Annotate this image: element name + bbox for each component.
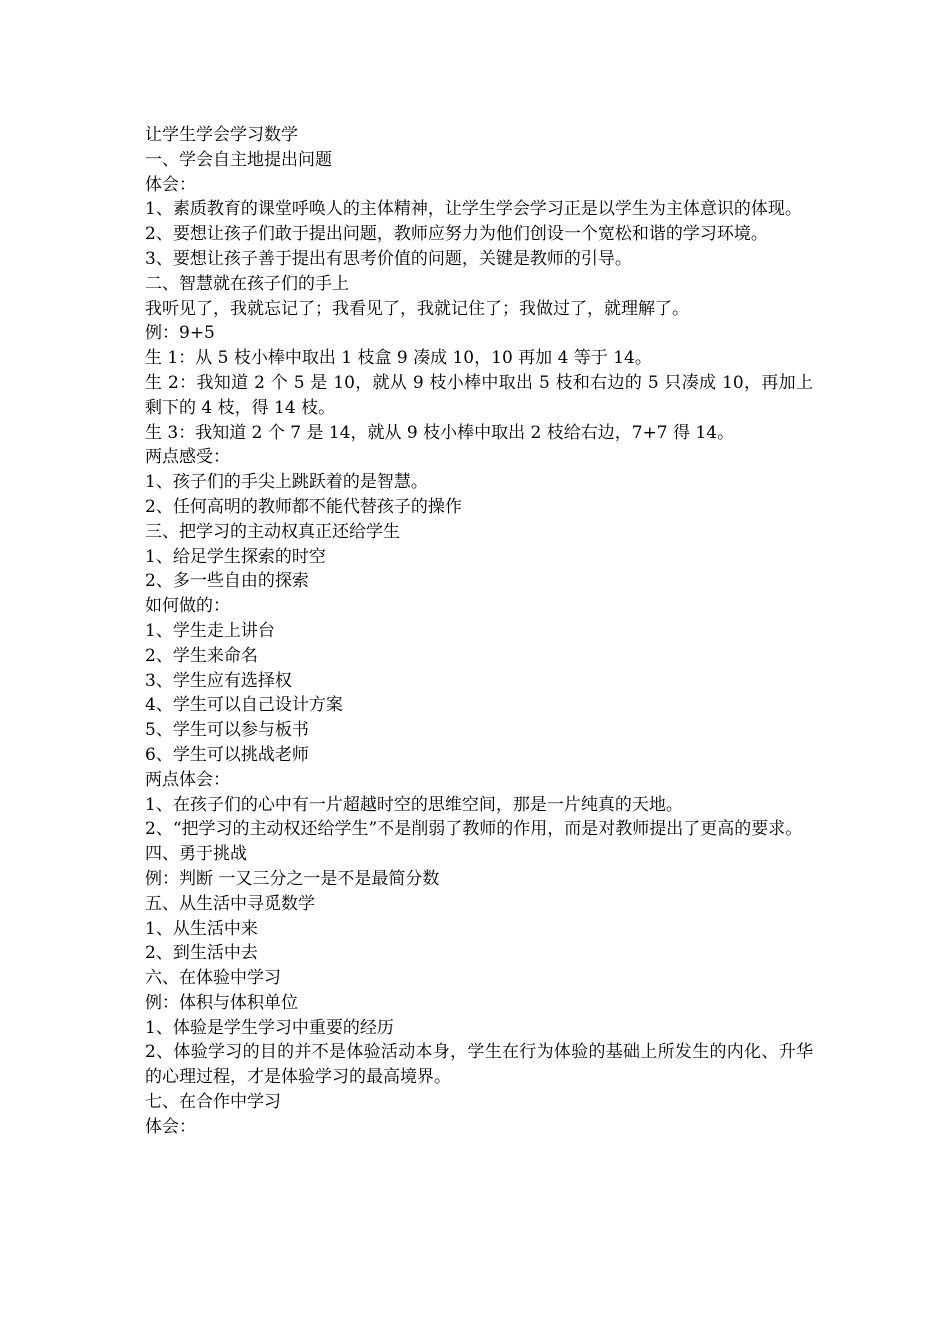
text-line: 2、到生活中去 <box>145 943 258 964</box>
text-line: 3、要想让孩子善于提出有思考价值的问题，关键是教师的引导。 <box>145 248 632 269</box>
text-line: 2、多一些自由的探索 <box>145 571 309 592</box>
document-body <box>145 123 813 1140</box>
text-line: 1、素质教育的课堂呼唤人的主体精神，让学生学会学习正是以学生为主体意识的体现。 <box>145 199 802 220</box>
text-line: 1、从生活中来 <box>145 918 258 939</box>
text-line: 例：9+5 <box>145 323 215 344</box>
section-heading-2: 二、智慧就在孩子们的手上 <box>145 273 349 294</box>
text-line: 两点感受： <box>145 447 230 468</box>
text-line: 两点体会： <box>145 769 230 790</box>
text-line: 2、学生来命名 <box>145 645 258 666</box>
text-line: 3、学生应有选择权 <box>145 670 292 691</box>
section-heading-3: 三、把学习的主动权真正还给学生 <box>145 521 400 542</box>
section-heading-7: 七、在合作中学习 <box>145 1092 281 1113</box>
text-line: 如何做的： <box>145 596 230 617</box>
text-line: 1、孩子们的手尖上跳跃着的是智慧。 <box>145 472 428 493</box>
section-heading-1: 一、学会自主地提出问题 <box>145 149 332 170</box>
text-line: 1、在孩子们的心中有一片超越时空的思维空间，那是一片纯真的天地。 <box>145 794 683 815</box>
text-line: 我听见了，我就忘记了；我看见了，我就记住了；我做过了，就理解了。 <box>145 298 689 319</box>
text-line: 体会： <box>145 174 196 195</box>
text-line: 生 3：我知道 2 个 7 是 14，就从 9 枝小棒中取出 2 枝给右边，7+7 得 14。 <box>145 422 735 443</box>
text-line: 例：体积与体积单位 <box>145 992 298 1013</box>
text-line: 4、学生可以自己设计方案 <box>145 695 343 716</box>
text-line: 2、体验学习的目的并不是体验活动本身，学生在行为体验的基础上所发生的内化、升华的心理过程，才是体验学习的最高境界。 <box>145 1042 813 1088</box>
text-line: 体会： <box>145 1116 196 1137</box>
text-line: 2、“把学习的主动权还给学生”不是削弱了教师的作用，而是对教师提出了更高的要求。 <box>145 819 803 840</box>
section-heading-6: 六、在体验中学习 <box>145 968 281 989</box>
text-line: 2、任何高明的教师都不能代替孩子的操作 <box>145 496 462 517</box>
section-heading-5: 五、从生活中寻觅数学 <box>145 893 315 914</box>
text-line: 生 2：我知道 2 个 5 是 10，就从 9 枝小棒中取出 5 枝和右边的 5 只凑成 10，再加上剩下的 4 枝，得 14 枝。 <box>145 372 813 418</box>
text-line: 1、学生走上讲台 <box>145 620 275 641</box>
text-line: 1、体验是学生学习中重要的经历 <box>145 1017 394 1038</box>
text-line: 1、给足学生探索的时空 <box>145 546 326 567</box>
document-title: 让学生学会学习数学 <box>145 125 298 145</box>
text-line: 5、学生可以参与板书 <box>145 720 309 741</box>
section-heading-4: 四、勇于挑战 <box>145 844 247 865</box>
text-line: 生 1：从 5 枝小棒中取出 1 枝盒 9 凑成 10，10 再加 4 等于 14。 <box>145 348 652 369</box>
text-line: 例：判断 一又三分之一是不是最简分数 <box>145 868 440 889</box>
text-line: 2、要想让孩子们敢于提出问题，教师应努力为他们创设一个宽松和谐的学习环境。 <box>145 224 768 245</box>
text-line: 6、学生可以挑战老师 <box>145 744 309 765</box>
